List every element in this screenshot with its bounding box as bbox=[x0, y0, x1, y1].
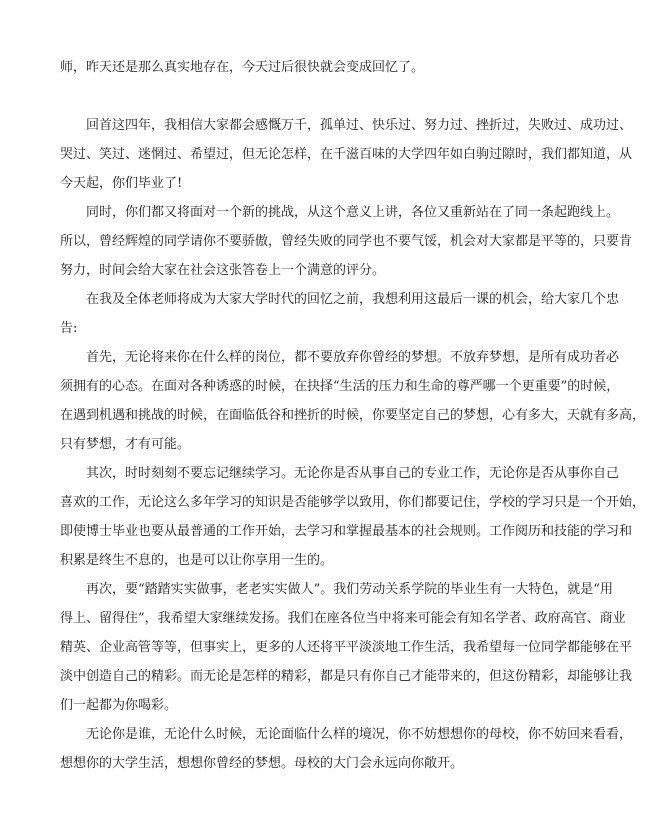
paragraph-line: 积累是终生不息的，也是可以让你享用一生的。 bbox=[60, 553, 334, 568]
paragraph-line: 在遇到机遇和挑战的时候，在面临低谷和挫折的时候，你要坚定自己的梦想，心有多大，天就有多高， bbox=[60, 408, 645, 423]
paragraph-line: 淡中创造自己的精彩。而无论是怎样的精彩，都是只有你自己才能带来的，但这份精彩，却能够让我 bbox=[60, 669, 633, 684]
paragraph-line: 告: bbox=[60, 321, 78, 336]
paragraph-line: 只有梦想，才有可能。 bbox=[60, 437, 191, 452]
paragraph-line: 同时，你们都又将面对一个新的挑战，从这个意义上讲，各位又重新站在了同一条起跑线上。 bbox=[86, 205, 620, 220]
paragraph-line: 所以，曾经辉煌的同学请你不要骄傲，曾经失败的同学也不要气馁，机会对大家都是平等的，只要肯 bbox=[60, 234, 633, 249]
paragraph-line: 精英、企业高管等等，但事实上，更多的人还将平平淡淡地工作生活，我希望每一位同学都能够在平 bbox=[60, 640, 633, 655]
paragraph-line: 其次，时时刻刻不要忘记继续学习。无论你是否从事自己的专业工作，无论你是否从事你自己 bbox=[86, 466, 620, 481]
paragraph-line: 努力，时间会给大家在社会这张答卷上一个满意的评分。 bbox=[60, 263, 386, 278]
paragraph-line: 得上、留得住”，我希望大家继续发扬。我们在座各位当中将来可能会有知名学者、政府高官、商业 bbox=[60, 611, 626, 626]
paragraph-line: 喜欢的工作，无论这么多年学习的知识是否能够学以致用，你们都要记住，学校的学习只是一个开始， bbox=[60, 495, 645, 510]
paragraph-line: 无论你是谁，无论什么时候，无论面临什么样的境况，你不妨想想你的母校，你不妨回来看看， bbox=[86, 727, 633, 742]
paragraph-line: 在我及全体老师将成为大家大学时代的回忆之前，我想利用这最后一课的机会，给大家几个忠 bbox=[86, 292, 620, 307]
paragraph-line: 须拥有的心态。在面对各种诱惑的时候，在抉择“生活的压力和生命的尊严哪一个更重要”的时候， bbox=[60, 379, 620, 394]
paragraph-line: 们一起都为你喝彩。 bbox=[60, 698, 178, 713]
paragraph-line: 哭过、笑过、迷惘过、希望过，但无论怎样，在千滋百味的大学四年如白驹过隙时，我们都知道，从 bbox=[60, 147, 633, 162]
paragraph-line: 回首这四年，我相信大家都会感慨万千，孤单过、快乐过、努力过、挫折过，失败过、成功过、 bbox=[86, 118, 633, 133]
paragraph-line: 想想你的大学生活，想想你曾经的梦想。母校的大门会永远向你敞开。 bbox=[60, 756, 464, 771]
paragraph-line: 首先，无论将来你在什么样的岗位，都不要放弃你曾经的梦想。不放弃梦想，是所有成功者必 bbox=[86, 350, 620, 365]
paragraph-line: 即使博士毕业也要从最普通的工作开始，去学习和掌握最基本的社会规则。工作阅历和技能的学习和 bbox=[60, 524, 633, 539]
paragraph-line: 师，昨天还是那么真实地存在，今天过后很快就会变成回忆了。 bbox=[60, 60, 425, 75]
paragraph-line: 再次，要“踏踏实实做事，老老实实做人”。我们劳动关系学院的毕业生有一大特色，就是“用 bbox=[86, 582, 613, 597]
paragraph-line: 今天起，你们毕业了! bbox=[60, 176, 183, 191]
